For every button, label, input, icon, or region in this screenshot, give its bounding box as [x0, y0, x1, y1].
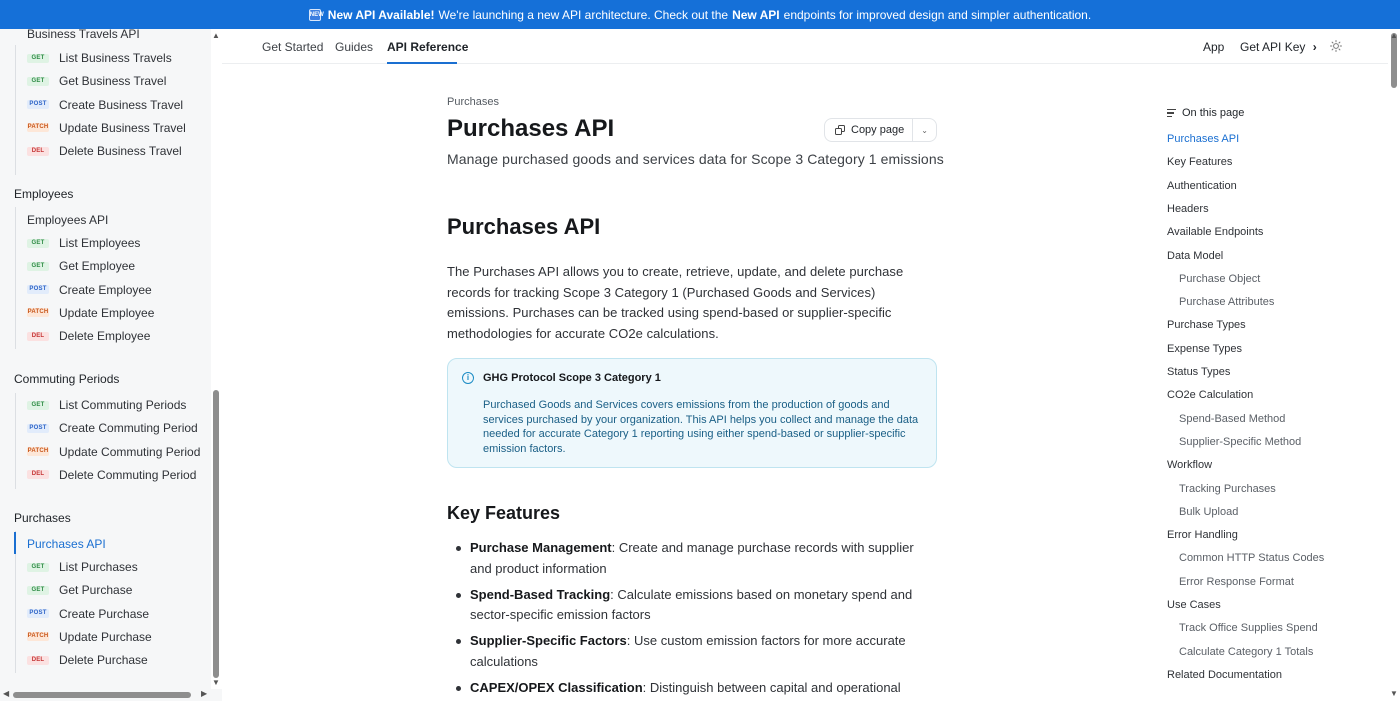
toc-item-related-documentation[interactable]: Related Documentation	[1167, 668, 1282, 681]
sidebar-item-list-purchases[interactable]	[27, 557, 138, 577]
sidebar-item-label: Delete Employee	[59, 329, 151, 344]
sidebar-guide-line	[15, 393, 16, 489]
sidebar-horizontal-thumb[interactable]	[13, 692, 191, 698]
method-badge-get: GET	[27, 54, 49, 63]
info-icon: i	[462, 372, 474, 384]
feature-name: CAPEX/OPEX Classification	[470, 679, 643, 695]
new-icon: NEW	[309, 9, 321, 21]
feature-item	[447, 678, 937, 699]
method-badge-patch: PATCH	[27, 448, 49, 455]
sidebar-item-purchases-api[interactable]: Purchases API	[27, 537, 106, 551]
feature-desc: : Calculate emissions based on monetary spend and sector-specific emission factors	[470, 586, 913, 622]
intro-paragraph: The Purchases API allows you to create, retrieve, update, and delete purchase records for tracking Scope 3 Category 1 (Purchased Goods and Services) emissions. Purchases can be tracked using spend-based or supplier-specific methodologies for accurate CO2e calculations.	[447, 264, 904, 341]
tab-api-reference[interactable]: API Reference	[387, 40, 469, 54]
callout-title: GHG Protocol Scope 3 Category 1	[483, 372, 661, 384]
method-badge-del: DEL	[27, 332, 49, 341]
sidebar-item-label: Get Purchase	[59, 583, 133, 598]
sidebar-item-list-business-travels[interactable]	[27, 48, 172, 68]
sidebar-scrollbar-thumb[interactable]	[213, 390, 219, 678]
sidebar-item-update-business-travel[interactable]	[27, 118, 186, 138]
toc-list-icon	[1167, 109, 1176, 117]
toc-heading	[1167, 107, 1244, 119]
sidebar-item-business-travels-api[interactable]: Business Travels API	[27, 29, 140, 41]
toc-item-purchases-api[interactable]: Purchases API	[1167, 133, 1240, 145]
sidebar	[0, 29, 211, 701]
toc-item-error-handling[interactable]: Error Handling	[1167, 529, 1238, 542]
feature-desc: : Use custom emission factors for more accurate calculations	[470, 633, 906, 669]
page-scrollbar-thumb[interactable]	[1391, 33, 1397, 88]
sidebar-item-label: Create Business Travel	[59, 97, 184, 112]
sidebar-item-delete-employee[interactable]	[27, 326, 150, 346]
method-badge-post: POST	[27, 100, 49, 109]
sidebar-item-delete-commuting-period[interactable]	[27, 465, 196, 485]
sidebar-item-update-purchase[interactable]	[27, 627, 152, 647]
method-badge-get: GET	[27, 77, 49, 86]
section-heading-key-features: Key Features	[447, 503, 561, 523]
tab-get-started[interactable]: Get Started	[262, 40, 324, 54]
toc-item-common-http-status-codes[interactable]: Common HTTP Status Codes	[1179, 552, 1325, 565]
theme-sun-icon[interactable]	[1330, 40, 1342, 52]
sidebar-guide-line	[15, 45, 16, 175]
method-badge-del: DEL	[27, 656, 49, 665]
sidebar-item-update-employee[interactable]	[27, 303, 154, 323]
sidebar-item-create-commuting-period[interactable]	[27, 418, 198, 438]
sidebar-item-list-commuting-periods[interactable]	[27, 395, 186, 415]
method-badge-del: DEL	[27, 470, 49, 479]
sidebar-item-label: List Purchases	[59, 560, 138, 574]
sidebar-item-get-business-travel[interactable]	[27, 71, 166, 91]
sidebar-item-create-business-travel[interactable]	[27, 95, 183, 115]
scroll-up-arrow-icon[interactable]: ▲	[212, 31, 220, 40]
tab-guides[interactable]: Guides	[335, 40, 374, 54]
sidebar-item-update-commuting-period[interactable]	[27, 442, 200, 462]
method-badge-del: DEL	[27, 147, 49, 156]
get-api-key-label: Get API Key	[1240, 40, 1306, 54]
feature-desc: : Distinguish between capital and operational	[642, 679, 901, 695]
toc-item-spend-based-method[interactable]: Spend-Based Method	[1179, 412, 1286, 425]
copy-icon	[835, 125, 845, 135]
sidebar-item-label: Update Purchase	[59, 629, 152, 644]
toc-item-data-model[interactable]: Data Model	[1167, 249, 1224, 262]
toc-item-purchase-object[interactable]: Purchase Object	[1179, 272, 1261, 285]
method-badge-post: POST	[27, 424, 49, 433]
info-callout	[447, 358, 937, 468]
feature-name: Spend-Based Tracking	[470, 586, 611, 602]
method-badge-patch: PATCH	[27, 633, 49, 640]
features-list	[447, 538, 937, 704]
sidebar-item-label: Update Commuting Period	[59, 444, 201, 459]
get-api-key-link[interactable]	[1240, 40, 1317, 54]
toc-item-expense-types[interactable]: Expense Types	[1167, 342, 1243, 355]
page-scroll-up-icon[interactable]: ▲	[1390, 31, 1398, 40]
page-title: Purchases API	[447, 115, 615, 142]
sidebar-guide-line	[15, 207, 16, 349]
sidebar-item-employees-api[interactable]: Employees API	[27, 213, 109, 227]
toc-item-error-response-format[interactable]: Error Response Format	[1179, 575, 1294, 588]
toc-item-purchase-types[interactable]: Purchase Types	[1167, 319, 1246, 332]
sidebar-item-label: Create Employee	[59, 282, 152, 297]
app-link[interactable]: App	[1203, 40, 1225, 54]
sidebar-item-label: Get Employee	[59, 259, 136, 274]
banner-text: We're launching a new API architecture. Check out the	[438, 7, 729, 22]
feature-name: Supplier-Specific Factors	[470, 633, 627, 648]
toc-item-use-cases[interactable]: Use Cases	[1167, 599, 1221, 611]
banner-new-api-link[interactable]: New API	[732, 7, 780, 22]
sidebar-item-label: Update Business Travel	[59, 120, 186, 135]
sidebar-item-label: Delete Purchase	[59, 653, 148, 668]
method-badge-get: GET	[27, 262, 49, 271]
method-badge-get: GET	[27, 563, 49, 572]
sidebar-item-label: Delete Commuting Period	[59, 467, 197, 482]
copy-page-label: Copy page	[851, 124, 905, 136]
sidebar-item-create-employee[interactable]	[27, 280, 152, 300]
feature-desc: : Create and manage purchase records with supplier and product information	[470, 540, 914, 576]
sidebar-item-list-employees[interactable]	[27, 233, 140, 253]
method-badge-patch: PATCH	[27, 124, 49, 131]
sidebar-group-commuting-periods: Commuting Periods	[14, 372, 120, 386]
toc-item-status-types[interactable]: Status Types	[1167, 366, 1231, 378]
toc-item-track-office-supplies-spend[interactable]: Track Office Supplies Spend	[1179, 622, 1318, 635]
toc-item-headers[interactable]: Headers	[1167, 202, 1209, 215]
toc-item-bulk-upload[interactable]: Bulk Upload	[1179, 505, 1239, 518]
page-scroll-down-icon[interactable]: ▼	[1390, 689, 1398, 698]
sidebar-item-get-purchase[interactable]	[27, 580, 132, 600]
chevron-right-icon: ›	[1312, 40, 1317, 54]
toc-item-purchase-attributes[interactable]: Purchase Attributes	[1179, 296, 1275, 309]
copy-page-button-group	[824, 118, 937, 142]
page-subtitle: Manage purchased goods and services data for Scope 3 Category 1 emissions	[447, 151, 944, 167]
sidebar-item-label: List Commuting Periods	[59, 398, 187, 412]
method-badge-get: GET	[27, 586, 49, 595]
feature-item	[447, 631, 937, 672]
page-scrollbar[interactable]	[1388, 29, 1400, 701]
sidebar-item-label: Update Employee	[59, 305, 155, 320]
section-heading-purchases-api: Purchases API	[447, 214, 601, 239]
scroll-left-arrow-icon[interactable]: ◀	[3, 689, 10, 698]
sidebar-item-delete-business-travel[interactable]	[27, 141, 182, 161]
toc-item-co2e-calculation[interactable]: CO2e Calculation	[1167, 389, 1254, 402]
callout-body: Purchased Goods and Services covers emissions from the production of goods and services purchased by your organization. This API helps you collect and manage the data needed for accurate Category 1 reporting using either spend-based or supplier-specific emission factors.	[483, 399, 919, 455]
method-badge-get: GET	[27, 239, 49, 248]
breadcrumb[interactable]: Purchases	[447, 96, 499, 108]
toc-item-authentication[interactable]: Authentication	[1167, 179, 1237, 192]
sidebar-active-indicator	[14, 532, 16, 554]
sidebar-item-label: Create Purchase	[59, 606, 150, 621]
chevron-down-icon[interactable]: ⌄	[921, 125, 928, 135]
announcement-banner	[0, 0, 1400, 29]
sidebar-item-label: Get Business Travel	[59, 74, 167, 89]
sidebar-item-delete-purchase[interactable]	[27, 650, 148, 670]
active-tab-underline	[387, 62, 457, 64]
method-badge-post: POST	[27, 285, 49, 294]
feature-name: Purchase Management	[470, 540, 612, 555]
toc-item-workflow[interactable]: Workflow	[1167, 459, 1213, 472]
method-badge-post: POST	[27, 609, 49, 618]
sidebar-item-create-purchase[interactable]	[27, 604, 149, 624]
sidebar-item-label: Delete Business Travel	[59, 144, 182, 159]
scroll-right-arrow-icon[interactable]: ▶	[201, 689, 208, 698]
sidebar-item-label: List Employees	[59, 236, 141, 250]
toc-item-available-endpoints[interactable]: Available Endpoints	[1167, 226, 1264, 239]
scroll-down-arrow-icon[interactable]: ▼	[212, 678, 220, 687]
banner-headline: New API Available!	[327, 7, 435, 22]
toc-item-calculate-category-1-totals[interactable]: Calculate Category 1 Totals	[1179, 645, 1314, 658]
toc-item-supplier-specific-method[interactable]: Supplier-Specific Method	[1179, 435, 1302, 448]
toc-item-key-features[interactable]: Key Features	[1167, 156, 1233, 169]
banner-text-end: endpoints for improved design and simpler authentication.	[783, 7, 1092, 22]
method-badge-patch: PATCH	[27, 309, 49, 316]
sidebar-item-get-employee[interactable]	[27, 256, 135, 276]
sidebar-group-employees: Employees	[14, 187, 74, 201]
sidebar-item-label: Create Commuting Period	[59, 421, 198, 436]
method-badge-get: GET	[27, 401, 49, 410]
toc-heading-label: On this page	[1182, 107, 1245, 119]
sidebar-item-label: List Business Travels	[59, 51, 172, 65]
feature-item	[447, 585, 937, 626]
sidebar-group-purchases: Purchases	[14, 511, 71, 525]
toc-item-tracking-purchases[interactable]: Tracking Purchases	[1179, 482, 1276, 495]
copy-page-button[interactable]	[825, 119, 913, 141]
feature-item	[447, 538, 937, 579]
